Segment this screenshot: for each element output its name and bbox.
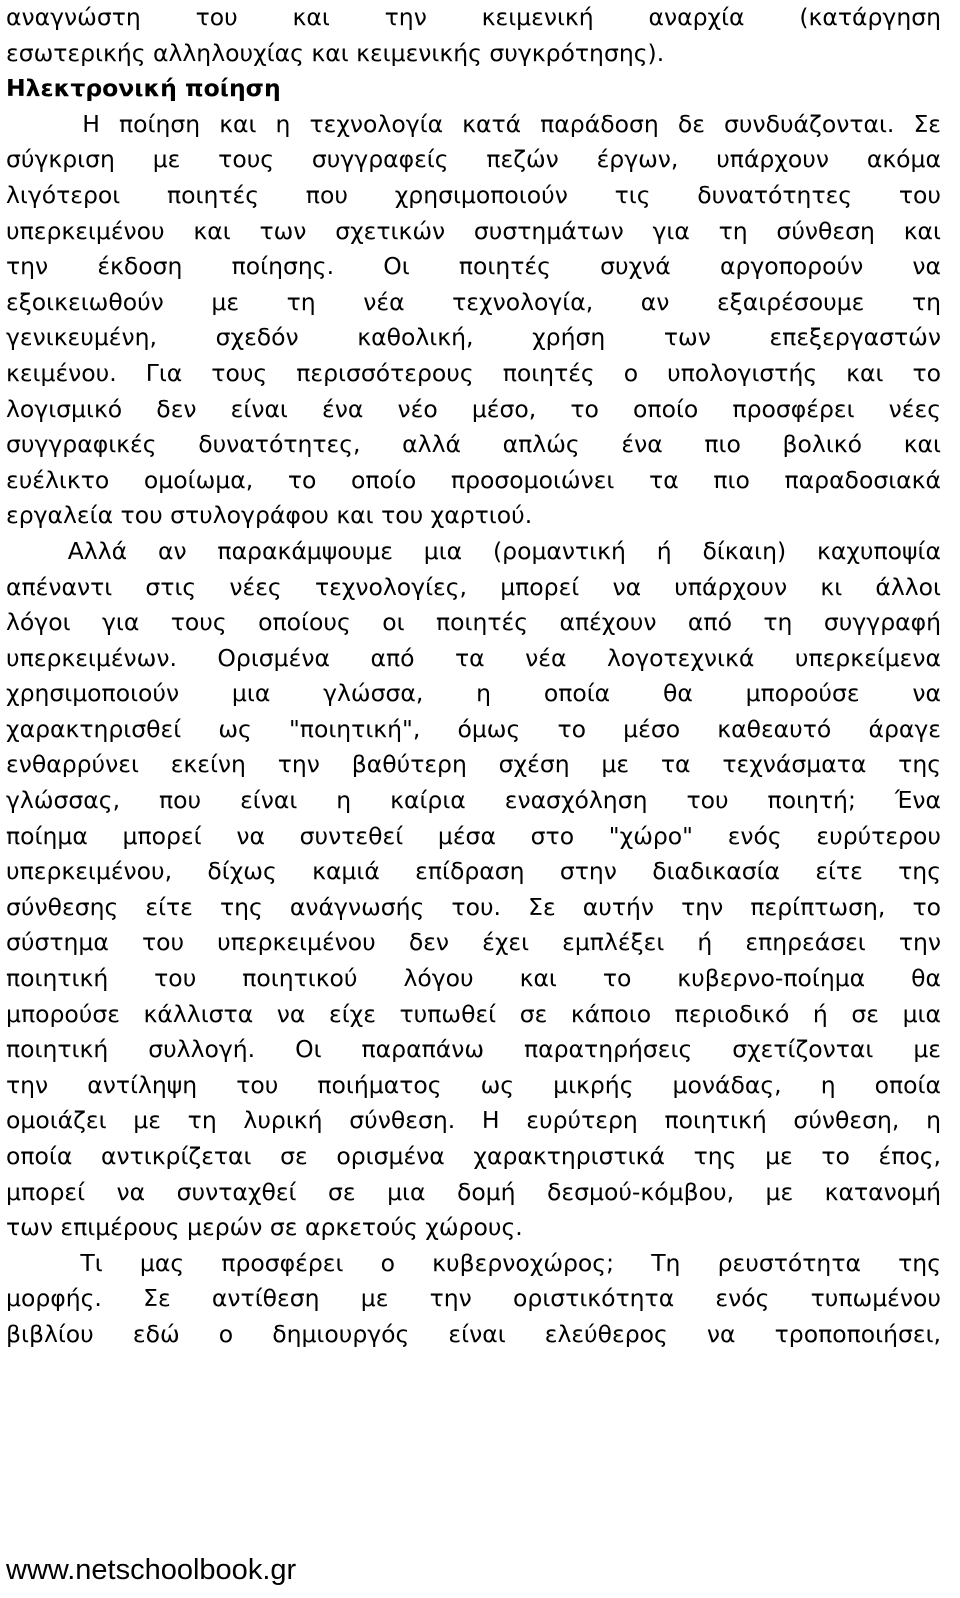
text-line: ομοιάζει με τη λυρική σύνθεση. Η ευρύτερη ποιητική σύνθεση, η [6,1106,941,1135]
text-line: μορφής. Σε αντίθεση με την οριστικότητα ενός τυπωμένου [6,1284,941,1313]
text-line: των επιμέρους μερών σε αρκετούς χώρους. [6,1213,523,1242]
text-line: χρησιμοποιούν μια γλώσσα, η οποία θα μπορούσε να [6,679,941,708]
text-line: εργαλεία του στυλογράφου και του χαρτιού. [6,501,533,530]
text-line: σύγκριση με τους συγγραφείς πεζών έργων, υπάρχουν ακόμα [6,145,941,174]
text-line: Αλλά αν παρακάμψουμε μια (ρομαντική ή δίκαιη) καχυποψία [6,536,941,565]
text-line: ενθαρρύνει εκείνη την βαθύτερη σχέση με τα τεχνάσματα της [6,750,941,779]
text-line: απέναντι στις νέες τεχνολογίες, μπορεί να υπάρχουν κι άλλοι [6,572,941,601]
text-line: υπερκειμένου και των σχετικών συστημάτων για τη σύνθεση και [6,216,941,245]
text-line: ευέλικτο ομοίωμα, το οποίο προσομοιώνει τα πιο παραδοσιακά [6,465,941,494]
document-body [6,0,941,1353]
text-line: υπερκειμένου, δίχως καμιά επίδραση στην διαδικασία είτε της [6,857,941,886]
text-line: λογισμικό δεν είναι ένα νέο μέσο, το οποίο προσφέρει νέες [6,394,941,423]
text-line: γλώσσας, που είναι η καίρια ενασχόληση του ποιητή; Ένα [6,786,941,815]
text-line: σύνθεσης είτε της ανάγνωσής του. Σε αυτήν την περίπτωση, το [6,892,941,921]
text-line: την έκδοση ποίησης. Οι ποιητές συχνά αργοπορούν να [6,252,941,281]
text-line: υπερκειμένων. Ορισμένα από τα νέα λογοτεχνικά υπερκείμενα [6,643,941,672]
section-heading: Ηλεκτρονική ποίηση [6,74,281,103]
text-line: συγγραφικές δυνατότητες, αλλά απλώς ένα πιο βολικό και [6,430,941,459]
text-line: αναγνώστη του και την κειμενική αναρχία (κατάργηση [6,3,941,31]
text-line: μπορεί να συνταχθεί σε μια δομή δεσμού-κόμβου, με κατανομή [6,1177,941,1206]
text-line: σύστημα του υπερκειμένου δεν έχει εμπλέξει ή επηρεάσει την [6,928,941,957]
text-line: βιβλίου εδώ ο δημιουργός είναι ελεύθερος να τροποποιήσει, [6,1319,941,1348]
text-line: γενικευμένη, σχεδόν καθολική, χρήση των επεξεργαστών [6,323,941,352]
text-line: Τι μας προσφέρει ο κυβερνοχώρος; Τη ρευστότητα της [6,1248,941,1277]
text-line: Η ποίηση και η τεχνολογία κατά παράδοση δε συνδυάζονται. Σε [6,109,941,138]
text-line: την αντίληψη του ποιήματος ως μικρής μονάδας, η οποία [6,1070,941,1099]
text-line: μπορούσε κάλλιστα να είχε τυπωθεί σε κάποιο περιοδικό ή σε μια [6,999,941,1028]
text-line: χαρακτηρισθεί ως "ποιητική", όμως το μέσο καθεαυτό άραγε [6,714,941,743]
footer-url: www.netschoolbook.gr [6,1554,297,1586]
text-line: οποία αντικρίζεται σε ορισμένα χαρακτηριστικά της με το έπος, [6,1142,941,1170]
text-line: ποιητική του ποιητικού λόγου και το κυβερνο-ποίημα θα [6,964,941,993]
text-line: εσωτερικής αλληλουχίας και κειμενικής συγκρότησης). [6,38,665,67]
text-line: λιγότεροι ποιητές που χρησιμοποιούν τις δυνατότητες του [6,180,941,209]
text-line: εξοικειωθούν με τη νέα τεχνολογία, αν εξαιρέσουμε τη [6,287,941,316]
text-line: κειμένου. Για τους περισσότερους ποιητές ο υπολογιστής και το [6,358,941,387]
text-line: λόγοι για τους οποίους οι ποιητές απέχουν από τη συγγραφή [6,608,941,637]
text-line: ποιητική συλλογή. Οι παραπάνω παρατηρήσεις σχετίζονται με [6,1035,941,1064]
text-line: ποίημα μπορεί να συντεθεί μέσα στο "χώρο" ενός ευρύτερου [6,821,941,850]
